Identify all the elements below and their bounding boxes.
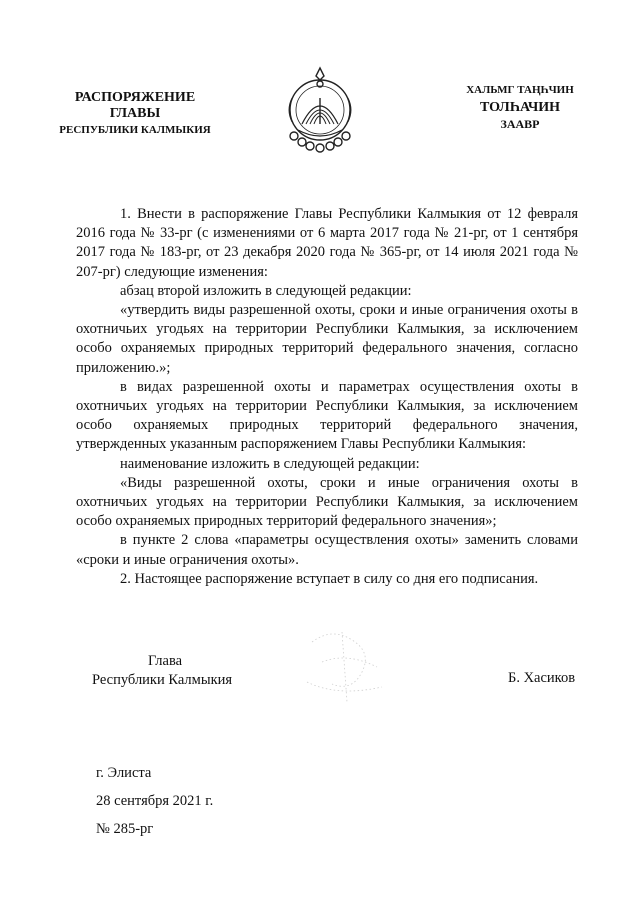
signatory-title-line1: Глава <box>148 653 183 669</box>
signature-mark <box>292 622 402 712</box>
paragraph-6: «Виды разрешенной охоты, сроки и иные ограничения охоты в охотничьих угодьях на территории Республики Калмыкия, за исключением особо охраняемых природных территорий федерального значения»; <box>76 474 578 530</box>
paragraph-7: в пункте 2 слова «параметры осуществления охоты» заменить словами «сроки и иные ограничения охоты». <box>76 532 578 568</box>
footer-city: г. Элиста <box>96 765 152 781</box>
header-left-line3: РЕСПУБЛИКИ КАЛМЫКИЯ <box>59 124 211 136</box>
signatory-name: Б. Хасиков <box>508 670 576 686</box>
paragraph-1: 1. Внести в распоряжение Главы Республики Калмыкия от 12 февраля 2016 года № 33-рг (с изменениями от 6 марта 2017 года № 21-рг, от 1 сентября 2017 года № 183-рг, от 23 декабря 2020 года № 365-рг, от 14 июля 2021 года № 207-рг) следующие изменения: <box>76 206 578 280</box>
paragraph-8: 2. Настоящее распоряжение вступает в силу со дня его подписания. <box>120 570 539 587</box>
paragraph-3: «утвердить виды разрешенной охоты, сроки и иные ограничения охоты в охотничьих угодьях на территории Республики Калмыкия, за исключением особо охраняемых природных территорий федерального значения, согласно приложению.»; <box>76 302 578 376</box>
signatory-title <box>92 652 252 690</box>
document-body <box>76 205 578 589</box>
header-left-title <box>40 90 230 138</box>
footer-number: № 285-рг <box>96 821 154 837</box>
header-left-line1: РАСПОРЯЖЕНИЕ <box>74 90 196 105</box>
kalmykia-coat-of-arms-icon <box>280 58 360 158</box>
paragraph-4: в видах разрешенной охоты и параметрах осуществления охоты в охотничьих угодьях на территории Республики Калмыкия, за исключением особо охраняемых природных территорий федерального значения, утвержденных указанным распоряжением Главы Республики Калмыкия: <box>76 378 578 453</box>
header-right-line3: ЗААВР <box>500 117 540 131</box>
paragraph-2: абзац второй изложить в следующей редакции: <box>120 282 412 299</box>
header-right-line2: ТОЛҺАЧИН <box>479 100 561 115</box>
footer-date: 28 сентября 2021 г. <box>96 793 214 809</box>
signatory-title-line2: Республики Калмыкия <box>92 672 233 688</box>
paragraph-5: наименование изложить в следующей редакции: <box>120 455 420 472</box>
header-left-line2: ГЛАВЫ <box>109 106 161 121</box>
document-footer <box>96 761 213 845</box>
header-right-line1: ХАЛЬМГ ТАҢҺЧИН <box>466 84 574 96</box>
header-right-title <box>440 82 600 133</box>
